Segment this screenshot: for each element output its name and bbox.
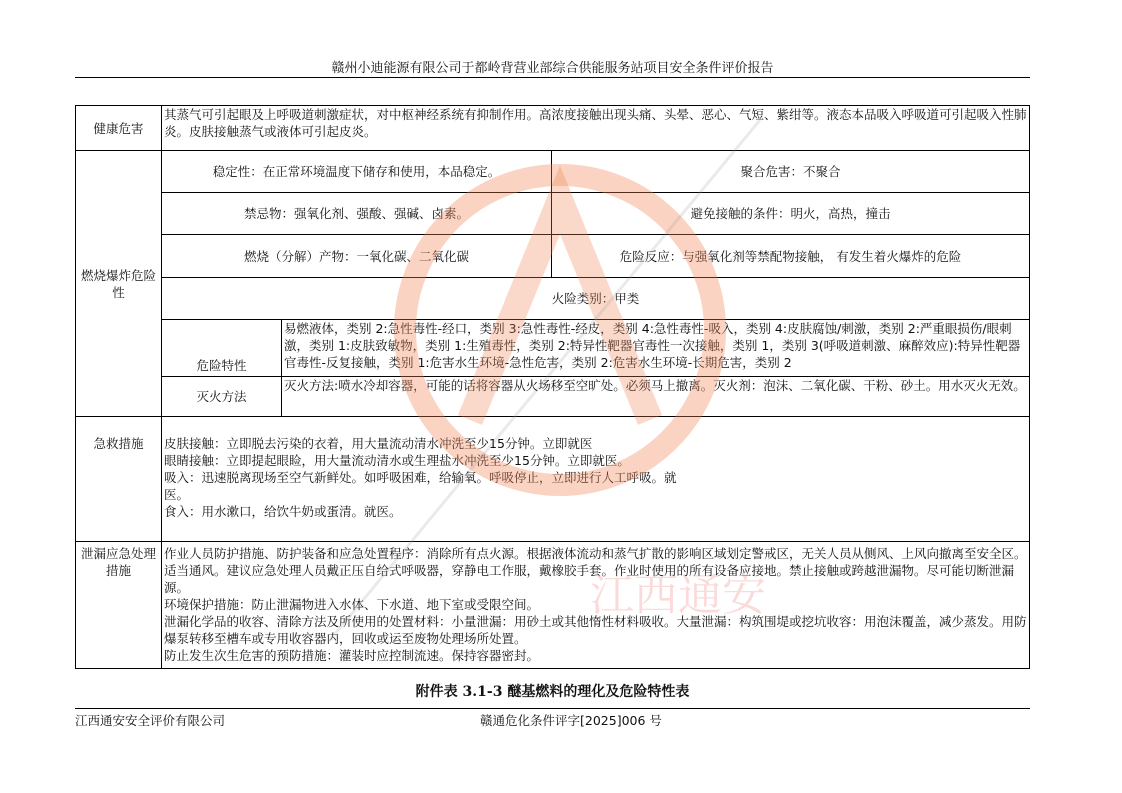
footer-divider [75,708,1030,709]
extinguish-label: 灭火方法 [161,376,282,417]
page-header-title: 赣州小迪能源有限公司于都岭背营业部综合供能服务站项目安全条件评价报告 [331,61,774,76]
fire-label: 燃烧爆炸危险性 [75,150,162,417]
stability: 稳定性：在正常环境温度下储存和使用，本品稳定。 [161,150,552,193]
health-label: 健康危害 [75,105,162,151]
footer-company: 江西通安安全评价有限公司 [75,713,226,728]
footer-doc-number: 赣通危化条件评字[2025]006 号 [480,713,662,728]
health-text: 其蒸气可引起眼及上呼吸道刺激症状，对中枢神经系统有抑制作用。高浓度接触出现头痛、头晕、恶心、气短、紫绀等。液态本品吸入呼吸道可引起吸入性肺炎。皮肤接触蒸气或液体可引起皮炎。 [161,105,1030,151]
table-caption: 附件表 3.1-3 醚基燃料的理化及危险特性表 [415,684,690,700]
leak-line: 作业人员防护措施、防护装备和应急处置程序：消除所有点火源。根据液体流动和蒸气扩散的影响区域划定警戒区，无关人员从侧风、上风向撤离至安全区。适当通风。建议应急处理人员戴正压自给式呼吸器，穿静电工作服，戴橡胶手套。作业时使用的所有设备应接地。禁止接触或跨越泄漏物。尽可能切断泄漏源。 [164,546,1027,595]
hazard-text: 易燃液体，类别 2:急性毒性-经口，类别 3:急性毒性-经皮，类别 4:急性毒性-吸入，类别 4:皮肤腐蚀/刺激，类别 2:严重眼损伤/眼刺激，类别 1:皮肤致敏物，类别 1:生殖毒性，类别 2:特异性靶器官毒性一次接触，类别 1，类别 3(呼吸道刺激、麻醉效应):特异性靶器官毒性-反复接触，类别 1:危害水生环境-急性危害，类别 2:危害水生环境-长期危害，类别 2 [281,319,1030,377]
firstaid-text [161,416,1030,542]
leak-line: 泄漏化学品的收容、清除方法及所使用的处置材料：小量泄漏：用砂土或其他惰性材料吸收。大量泄漏：构筑围堤或挖坑收容：用泡沫覆盖，减少蒸发。用防爆泵转移至槽车或专用收容器内，回收或运至废物处理场所处置。 [164,614,1027,646]
combustion-products: 燃烧（分解）产物：一氧化碳、二氧化碳 [161,234,552,278]
hazardous-reaction: 危险反应：与强氧化剂等禁配物接触， 有发生着火爆炸的危险 [551,234,1030,278]
leak-line: 环境保护措施：防止泄漏物进入水体、下水道、地下室或受限空间。 [164,597,540,612]
header-divider [75,77,1030,78]
extinguish-text: 灭火方法:喷水冷却容器，可能的话将容器从火场移至空旷处。必须马上撤离。灭火剂：泡沫、二氧化碳、干粉、砂土。用水灭火无效。 [281,376,1030,417]
leak-text [161,541,1030,669]
avoid-conditions: 避免接触的条件：明火，高热，撞击 [551,192,1030,235]
polymerization: 聚合危害：不聚合 [551,150,1030,193]
firstaid-line: 吸入：迅速脱离现场至空气新鲜处。如呼吸困难，给输氧。呼吸停止，立即进行人工呼吸。就医。 [164,470,677,502]
incompatible: 禁忌物：强氧化剂、强酸、强碱、卤素。 [161,192,552,235]
firstaid-line: 皮肤接触：立即脱去污染的衣着，用大量流动清水冲洗至少15分钟。立即就医 [164,436,593,451]
firstaid-line: 食入：用水漱口，给饮牛奶或蛋清。就医。 [164,504,402,519]
svg-text:江西通安: 江西通安 [590,570,766,621]
firstaid-line: 眼睛接触：立即提起眼睑，用大量流动清水或生理盐水冲洗至少15分钟。立即就医。 [164,453,630,468]
leak-label: 泄漏应急处理措施 [75,541,162,669]
leak-line: 防止发生次生危害的预防措施：灌装时应控制流速。保持容器密封。 [164,648,540,663]
fire-category: 火险类别：甲类 [161,277,1030,320]
firstaid-label: 急救措施 [75,416,162,542]
hazard-label: 危险特性 [161,319,282,377]
